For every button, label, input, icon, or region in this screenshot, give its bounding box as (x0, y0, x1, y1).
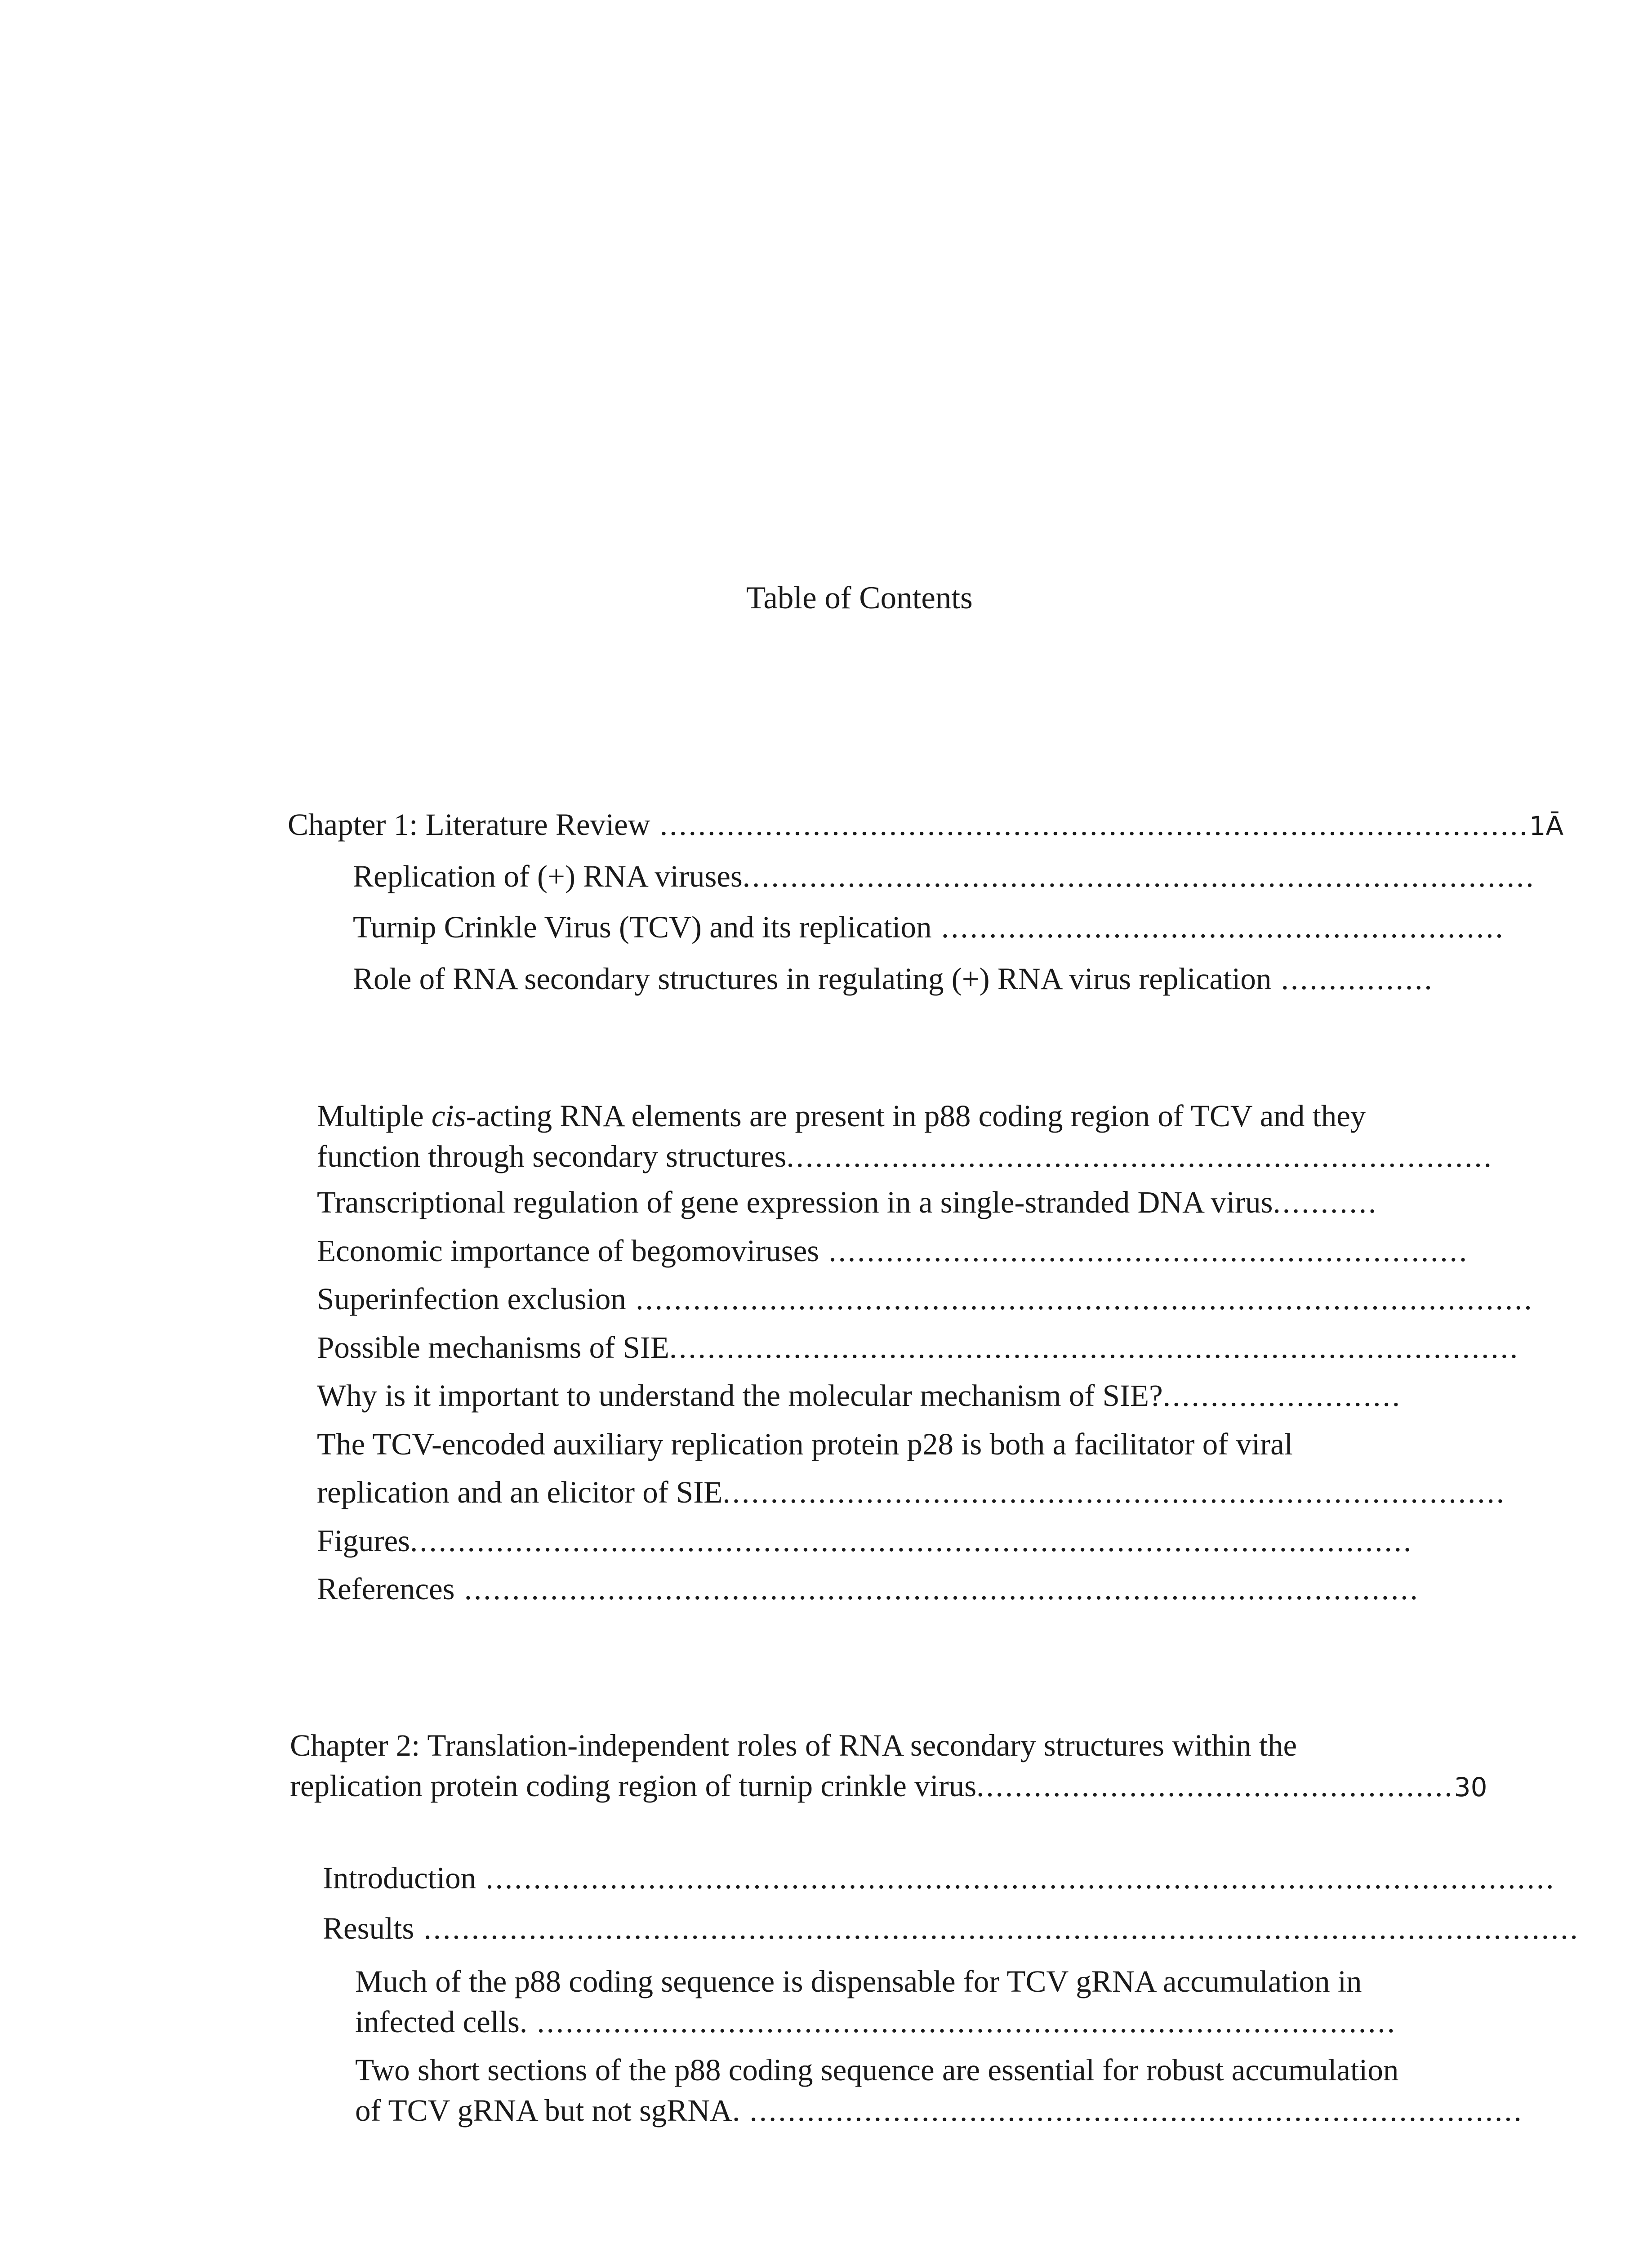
dot-leader: .................................................. (976, 1769, 1454, 1803)
toc-entry[interactable] (323, 1858, 1555, 1898)
dot-leader: ........................................................................................... (650, 807, 1529, 842)
dot-leader: .................................................................................................... (454, 1572, 1420, 1606)
entry-title: Economic importance of begomoviruses (317, 1234, 819, 1268)
toc-entry[interactable] (355, 2050, 1398, 2090)
toc-entry[interactable] (317, 1328, 1519, 1367)
dot-leader: ................................................................... (819, 1234, 1469, 1268)
toc-entry-continuation[interactable] (317, 1137, 1493, 1176)
dot-leader: ................................................................................... (742, 859, 1536, 893)
entry-title-italic: cis (431, 1099, 466, 1133)
chapter-2-heading: Chapter 2: Translation-independent roles of RNA secondary structures within the (290, 1728, 1297, 1762)
dot-leader: ......................................................................................................... (410, 1524, 1413, 1558)
toc-entry[interactable] (317, 1424, 1293, 1464)
toc-entry[interactable] (323, 1909, 1580, 1948)
page-number: 30 (1454, 1772, 1487, 1802)
entry-title: Superinfection exclusion (317, 1282, 626, 1316)
entry-title: infected cells. (355, 2005, 528, 2039)
dot-leader: .......................................................................................... (527, 2005, 1397, 2039)
entry-title: function through secondary structures (317, 1139, 787, 1173)
dot-leader: .................................................................................. (722, 1475, 1506, 1509)
entry-title: Much of the p88 coding sequence is dispensable for TCV gRNA accumulation in (355, 1964, 1362, 1998)
toc-entry[interactable] (317, 1182, 1378, 1222)
toc-entry[interactable] (353, 959, 1434, 999)
dot-leader: .............................................................................................. (626, 1282, 1534, 1316)
toc-entry[interactable] (317, 1096, 1366, 1136)
entry-title: Introduction (323, 1861, 476, 1895)
chapter-2-heading: replication protein coding region of turnip crinkle virus (290, 1769, 977, 1803)
entry-title: Turnip Crinkle Virus (TCV) and its replication (353, 910, 932, 944)
page-title: Table of Contents (746, 580, 973, 616)
entry-title: of TCV gRNA but not sgRNA. (355, 2093, 740, 2128)
dot-leader: .......................................................................... (786, 1139, 1493, 1173)
toc-entry[interactable] (317, 1279, 1534, 1319)
dot-leader: ......................................................................................... (669, 1330, 1520, 1365)
toc-chapter-2-entry[interactable] (290, 1726, 1297, 1765)
toc-entry[interactable] (353, 856, 1536, 896)
entry-title: Results (323, 1911, 414, 1945)
toc-entry-continuation[interactable] (355, 2091, 1523, 2130)
dot-leader: ................ (1271, 962, 1434, 996)
entry-title: Possible mechanisms of SIE (317, 1330, 669, 1365)
chapter-1-heading: Chapter 1: Literature Review (288, 807, 650, 842)
entry-title: Two short sections of the p88 coding sequence are essential for robust accumulation (355, 2053, 1399, 2087)
entry-title: References (317, 1572, 455, 1606)
toc-chapter-1-entry[interactable] (288, 805, 1563, 846)
dot-leader: ........................................................... (931, 910, 1505, 944)
dot-leader: ........... (1273, 1185, 1378, 1219)
page-number: 1Ā (1529, 811, 1564, 841)
toc-entry[interactable] (317, 1376, 1402, 1415)
entry-title-part: -acting RNA elements are present in p88 coding region of TCV and they (466, 1099, 1366, 1133)
dot-leader: ......................... (1162, 1378, 1402, 1413)
dot-leader: ................................................................................................................ (476, 1861, 1556, 1895)
toc-entry-continuation[interactable] (355, 2002, 1397, 2042)
toc-entry[interactable] (317, 1569, 1420, 1609)
entry-title: Transcriptional regulation of gene expression in a single-stranded DNA virus (317, 1185, 1273, 1219)
entry-title: Role of RNA secondary structures in regulating (+) RNA virus replication (353, 962, 1272, 996)
toc-entry-continuation[interactable] (317, 1472, 1506, 1512)
entry-title: replication and an elicitor of SIE (317, 1475, 723, 1509)
entry-title: The TCV-encoded auxiliary replication protein p28 is both a facilitator of viral (317, 1427, 1293, 1461)
toc-entry[interactable] (355, 1962, 1362, 2001)
dot-leader: ......................................................................................................................... (414, 1911, 1580, 1945)
entry-title: Why is it important to understand the molecular mechanism of SIE? (317, 1378, 1163, 1413)
toc-entry[interactable] (317, 1231, 1469, 1271)
entry-title-part: Multiple (317, 1099, 432, 1133)
entry-title: Replication of (+) RNA viruses (353, 859, 743, 893)
toc-entry[interactable] (317, 1521, 1413, 1561)
toc-entry[interactable] (353, 907, 1505, 947)
dot-leader: ................................................................................. (740, 2093, 1523, 2128)
entry-title: Figures (317, 1524, 410, 1558)
toc-chapter-2-entry-continuation[interactable] (290, 1766, 1487, 1807)
